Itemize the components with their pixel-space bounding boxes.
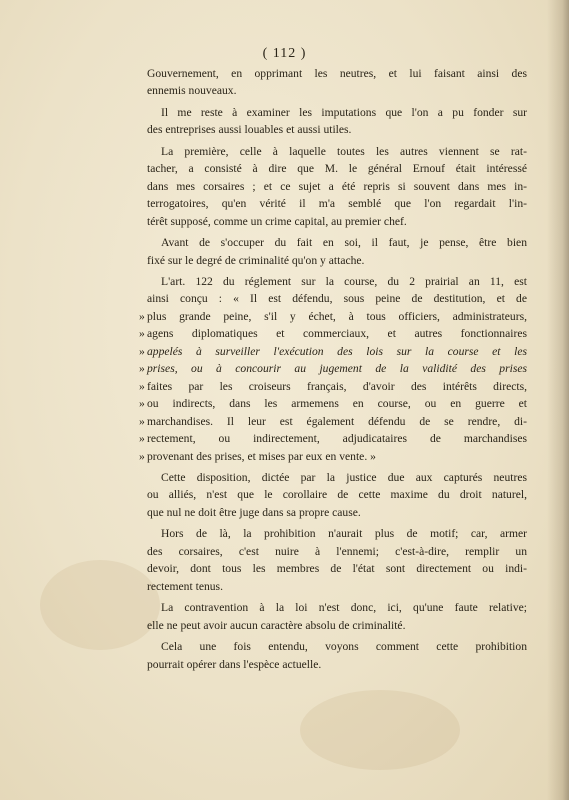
- text-line: Gouvernement, en opprimant les neutres, et lui faisant ainsi des: [147, 67, 527, 80]
- quote-mark: »: [139, 414, 145, 428]
- text-line: ainsi conçu : « Il est défendu, sous peine de destitution, et de: [147, 292, 527, 306]
- text-line: tacher, a consisté à dire que M. le général Ernouf était intéressé: [147, 162, 527, 176]
- quoted-line: » provenant des prises, et mises par eux en vente. »: [147, 448, 527, 465]
- text-line: ou alliés, n'est que le corollaire de cette maxime du droit naturel,: [147, 488, 527, 502]
- paragraph: [147, 234, 527, 269]
- text-line: ennemis nouveaux.: [147, 84, 237, 98]
- quote-mark: »: [139, 397, 145, 411]
- text-line: pourrait opérer dans l'espèce actuelle.: [147, 657, 322, 671]
- text-line: La contravention à la loi n'est donc, ici, qu'une faute relative;: [161, 601, 527, 615]
- text-line: terrogatoires, qu'en vérité il m'a semblé que l'on regardait l'in-: [147, 197, 527, 211]
- text-line: Avant de s'occuper du fait en soi, il faut, je pense, être bien: [161, 236, 527, 250]
- text-line: L'art. 122 du réglement sur la course, du 2 prairial an 11, est: [161, 274, 527, 288]
- text-line: elle ne peut avoir aucun caractère absolu de criminalité.: [147, 618, 406, 632]
- text-line: dans mes corsaires ; et ce sujet a été repris si souvent dans mes in-: [147, 179, 527, 193]
- quoted-line: » ou indirects, dans les armemens en course, ou en guerre et: [147, 395, 527, 412]
- body-text: [139, 65, 527, 673]
- paragraph: [147, 638, 527, 673]
- text-line: Hors de là, la prohibition n'aurait plus de motif; car, armer: [161, 527, 527, 541]
- quoted-line: » faites par les croiseurs français, d'avoir des intérêts directs,: [147, 378, 527, 395]
- quote-mark: »: [139, 344, 145, 358]
- quote-mark: »: [139, 362, 145, 376]
- text-line: térêt supposé, comme un crime capital, au premier chef.: [147, 214, 407, 228]
- quoted-line: » agens diplomatiques et commerciaux, et autres fonctionnaires: [147, 325, 527, 342]
- text-line: Il me reste à examiner les imputations que l'on a pu fonder sur: [161, 105, 527, 119]
- text-line: des entreprises aussi louables et aussi utiles.: [147, 123, 352, 137]
- paragraph: [147, 65, 527, 100]
- paragraph: [147, 525, 527, 595]
- text-line: rectement tenus.: [147, 579, 223, 593]
- paragraph: [147, 104, 527, 139]
- text-line: La première, celle à laquelle toutes les autres viennent se rat-: [161, 144, 527, 158]
- quoted-line: » prises, ou à concourir au jugement de la validité des prises: [147, 360, 527, 377]
- paragraph: [147, 143, 527, 230]
- paragraph: [139, 273, 527, 465]
- text-line: fixé sur le degré de criminalité qu'on y attache.: [147, 253, 365, 267]
- quote-mark: »: [139, 379, 145, 393]
- quoted-line: » plus grande peine, s'il y échet, à tous officiers, administrateurs,: [147, 308, 527, 325]
- paper-stain: [300, 690, 460, 770]
- page-number: ( 112 ): [262, 46, 307, 61]
- quote-mark: »: [139, 327, 145, 341]
- text-line: Cela une fois entendu, voyons comment cette prohibition: [161, 640, 527, 654]
- paragraph: [147, 599, 527, 634]
- text-line: des corsaires, c'est nuire à l'ennemi; c'est-à-dire, remplir un: [147, 544, 527, 558]
- spine-shadow: [547, 0, 569, 800]
- paper-stain: [40, 560, 160, 650]
- quote-mark: »: [139, 449, 145, 463]
- text-line: devoir, dont tous les membres de l'état sont directement ou indi-: [147, 562, 527, 576]
- paragraph: [147, 469, 527, 521]
- quote-mark: »: [139, 432, 145, 446]
- quoted-line: » rectement, ou indirectement, adjudicataires de marchandises: [147, 430, 527, 447]
- quote-mark: »: [139, 309, 145, 323]
- text-line: que nul ne doit être juge dans sa propre cause.: [147, 505, 361, 519]
- text-line: Cette disposition, dictée par la justice due aux capturés neutres: [161, 470, 527, 484]
- quoted-line: » appelés à surveiller l'exécution des lois sur la course et les: [147, 343, 527, 360]
- quoted-line: » marchandises. Il leur est également défendu de se rendre, di-: [147, 413, 527, 430]
